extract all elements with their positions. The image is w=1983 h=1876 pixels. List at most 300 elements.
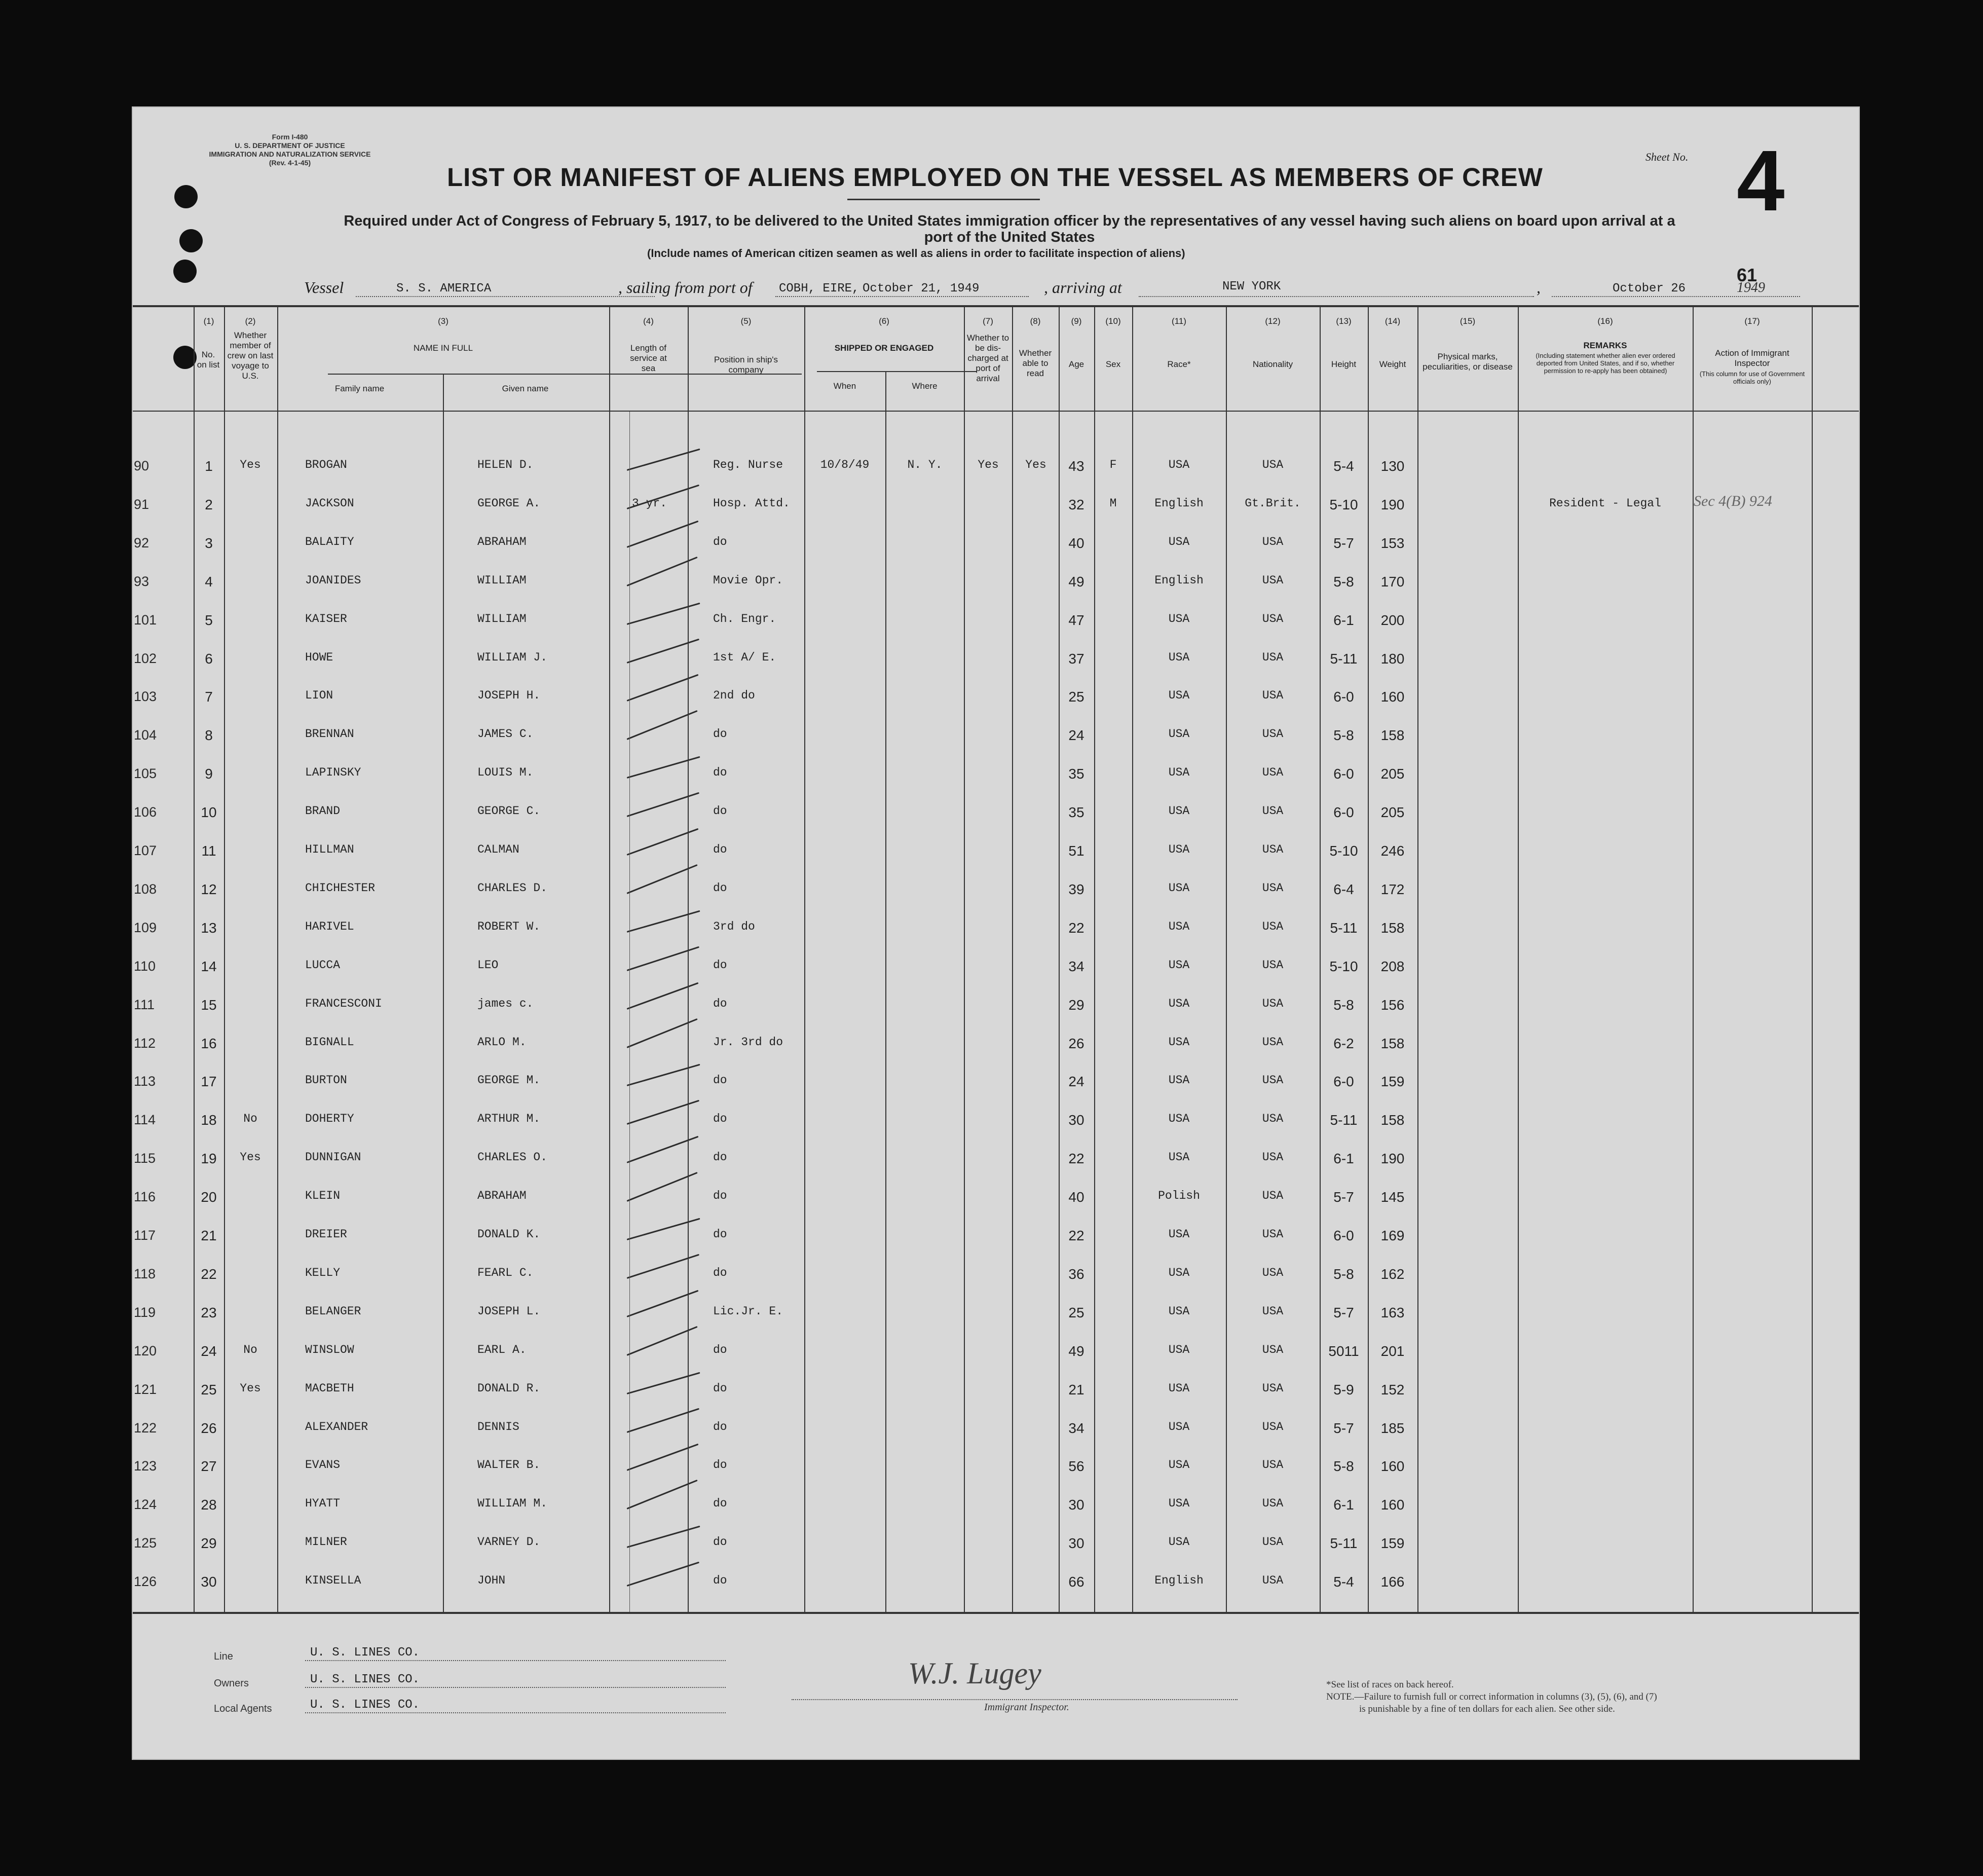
row-last-voyage: Yes xyxy=(240,1151,261,1164)
row-list-number: 24 xyxy=(201,1343,217,1359)
row-list-number: 18 xyxy=(201,1112,217,1128)
col-17-note: (This column for use of Government officials only) xyxy=(1699,370,1805,385)
row-list-number: 15 xyxy=(201,997,217,1013)
row-sequence-number: 105 xyxy=(134,766,157,781)
col-8-header: Whether able to read xyxy=(1019,348,1052,378)
row-weight: 246 xyxy=(1380,843,1405,859)
row-given-name: ABRAHAM xyxy=(477,535,527,548)
row-inspector-action: Sec 4(B) 924 xyxy=(1694,493,1772,509)
row-list-number: 7 xyxy=(205,689,213,705)
row-weight: 200 xyxy=(1380,612,1405,628)
row-family-name: MACBETH xyxy=(305,1382,354,1395)
row-nationality: USA xyxy=(1262,997,1284,1010)
footnote-penalty: is punishable by a fine of ten dollars for each alien. See other side. xyxy=(1359,1704,1615,1714)
col-15-number: (15) xyxy=(1460,316,1476,326)
row-position: do xyxy=(713,1074,727,1087)
column-rule xyxy=(1368,306,1369,1612)
title-underline xyxy=(847,199,1040,200)
col-2-header: Whether member of crew on last voyage to U.S. xyxy=(227,330,274,381)
row-sequence-number: 109 xyxy=(134,920,157,935)
col-3b-header: Given name xyxy=(502,384,549,393)
row-age: 22 xyxy=(1068,1228,1084,1243)
row-height: 5-8 xyxy=(1333,1458,1354,1474)
row-age: 35 xyxy=(1068,804,1084,820)
service-check-stroke xyxy=(626,557,697,586)
row-list-number: 5 xyxy=(205,612,213,628)
service-check-stroke xyxy=(627,1218,700,1240)
column-rule xyxy=(1132,306,1133,1612)
row-race: English xyxy=(1154,574,1204,587)
row-shipped-where: N. Y. xyxy=(907,458,943,471)
row-sequence-number: 92 xyxy=(134,535,149,550)
row-nationality: USA xyxy=(1262,1458,1284,1472)
row-position: Hosp. Attd. xyxy=(713,497,790,510)
row-weight: 190 xyxy=(1380,497,1405,512)
row-family-name: LION xyxy=(305,689,333,702)
row-race: USA xyxy=(1168,651,1190,664)
row-sequence-number: 117 xyxy=(134,1228,156,1243)
row-height: 6-2 xyxy=(1333,1036,1354,1051)
row-race: USA xyxy=(1168,1497,1190,1510)
row-height: 6-4 xyxy=(1333,881,1354,897)
row-weight: 162 xyxy=(1380,1266,1405,1282)
row-age: 49 xyxy=(1068,574,1084,590)
row-nationality: USA xyxy=(1262,1305,1284,1318)
row-weight: 163 xyxy=(1380,1305,1405,1320)
row-sequence-number: 103 xyxy=(134,689,157,704)
arriving-label: , arriving at xyxy=(1044,278,1122,297)
department: U. S. DEPARTMENT OF JUSTICE xyxy=(235,141,345,150)
row-family-name: FRANCESCONI xyxy=(305,997,382,1010)
col-9-number: (9) xyxy=(1071,316,1082,326)
col-16-note: (Including statement whether alien ever ordered deported from United States, and if so, whether permission to re-apply has been obtained) xyxy=(1536,352,1675,375)
column-rule xyxy=(224,306,225,1612)
row-family-name: BURTON xyxy=(305,1074,347,1087)
row-race: USA xyxy=(1168,727,1190,741)
punch-hole xyxy=(179,229,203,252)
row-age: 24 xyxy=(1068,727,1084,743)
row-last-voyage: No xyxy=(243,1112,257,1125)
row-family-name: LAPINSKY xyxy=(305,766,361,779)
column-rule xyxy=(1693,306,1694,1612)
row-sequence-number: 90 xyxy=(134,458,149,473)
row-nationality: USA xyxy=(1262,1343,1284,1356)
column-rule xyxy=(609,306,610,1612)
row-age: 25 xyxy=(1068,689,1084,705)
column-rule xyxy=(1812,306,1813,1612)
col-6-header: SHIPPED OR ENGAGED xyxy=(834,343,934,353)
row-position: do xyxy=(713,766,727,779)
service-check-stroke xyxy=(626,710,697,740)
row-age: 36 xyxy=(1068,1266,1084,1282)
row-given-name: CHARLES O. xyxy=(477,1151,548,1164)
row-family-name: HARIVEL xyxy=(305,920,354,933)
col-7-number: (7) xyxy=(983,316,993,326)
column-rule xyxy=(629,412,630,1612)
row-race: USA xyxy=(1168,1112,1190,1125)
row-family-name: MILNER xyxy=(305,1535,347,1549)
row-weight: 208 xyxy=(1380,959,1405,974)
footnote-note: NOTE.—Failure to furnish full or correct information in columns (3), (5), (6), and (7) xyxy=(1326,1691,1657,1702)
service-check-stroke xyxy=(626,864,697,894)
row-age: 35 xyxy=(1068,766,1084,782)
row-sequence-number: 101 xyxy=(134,612,157,628)
col-10-number: (10) xyxy=(1105,316,1121,326)
row-position: do xyxy=(713,997,727,1010)
row-given-name: ARLO M. xyxy=(477,1036,527,1049)
row-given-name: ABRAHAM xyxy=(477,1189,527,1202)
row-race: USA xyxy=(1168,458,1190,471)
row-nationality: Gt.Brit. xyxy=(1245,497,1301,510)
row-race: English xyxy=(1154,497,1204,510)
col-11-header: Race* xyxy=(1167,359,1191,369)
col-13-number: (13) xyxy=(1336,316,1352,326)
row-weight: 160 xyxy=(1380,689,1405,705)
row-race: USA xyxy=(1168,1305,1190,1318)
row-age: 39 xyxy=(1068,881,1084,897)
row-weight: 172 xyxy=(1380,881,1405,897)
row-position: Reg. Nurse xyxy=(713,458,783,471)
row-race: USA xyxy=(1168,766,1190,779)
row-weight: 190 xyxy=(1380,1151,1405,1166)
row-height: 6-1 xyxy=(1333,1151,1354,1166)
row-nationality: USA xyxy=(1262,574,1284,587)
row-list-number: 22 xyxy=(201,1266,217,1282)
row-height: 6-1 xyxy=(1333,612,1354,628)
row-given-name: LOUIS M. xyxy=(477,766,534,779)
row-position: do xyxy=(713,1343,727,1356)
row-age: 49 xyxy=(1068,1343,1084,1359)
row-position: do xyxy=(713,804,727,818)
row-sequence-number: 112 xyxy=(134,1036,156,1051)
row-position: Lic.Jr. E. xyxy=(713,1305,783,1318)
row-sex: M xyxy=(1109,497,1117,510)
col-3-number: (3) xyxy=(438,316,448,326)
service-check-stroke xyxy=(627,1372,700,1394)
row-weight: 152 xyxy=(1380,1382,1405,1397)
row-age: 43 xyxy=(1068,458,1084,474)
row-family-name: KELLY xyxy=(305,1266,341,1279)
row-sequence-number: 113 xyxy=(134,1074,156,1089)
departure-date: October 21, 1949 xyxy=(863,282,980,296)
row-list-number: 23 xyxy=(201,1305,217,1320)
row-nationality: USA xyxy=(1262,1535,1284,1549)
row-family-name: ALEXANDER xyxy=(305,1420,368,1433)
col-15-header: Physical marks, peculiarities, or disease xyxy=(1423,352,1513,372)
row-nationality: USA xyxy=(1262,1036,1284,1049)
row-nationality: USA xyxy=(1262,1074,1284,1087)
row-able-to-read: Yes xyxy=(1025,458,1046,471)
row-age: 40 xyxy=(1068,1189,1084,1205)
row-family-name: BROGAN xyxy=(305,458,347,471)
col-1-header: No. on list xyxy=(197,350,220,370)
service-check-stroke xyxy=(627,1064,700,1086)
row-given-name: CHARLES D. xyxy=(477,881,548,895)
row-given-name: ARTHUR M. xyxy=(477,1112,541,1125)
form-revision: (Rev. 4-1-45) xyxy=(269,159,311,167)
row-position: do xyxy=(713,1189,727,1202)
column-rule xyxy=(1417,306,1418,1612)
row-age: 40 xyxy=(1068,535,1084,551)
row-nationality: USA xyxy=(1262,458,1284,471)
row-list-number: 12 xyxy=(201,881,217,897)
column-rule xyxy=(1012,306,1013,1612)
row-height: 5-8 xyxy=(1333,1266,1354,1282)
col-4-number: (4) xyxy=(643,316,654,326)
row-nationality: USA xyxy=(1262,1574,1284,1587)
row-family-name: DOHERTY xyxy=(305,1112,354,1125)
row-height: 5-4 xyxy=(1333,1574,1354,1590)
row-race: USA xyxy=(1168,1151,1190,1164)
row-weight: 185 xyxy=(1380,1420,1405,1436)
row-sequence-number: 108 xyxy=(134,881,157,897)
form-number: Form I-480 xyxy=(272,133,308,141)
row-sequence-number: 124 xyxy=(134,1497,157,1512)
row-list-number: 25 xyxy=(201,1382,217,1397)
row-race: English xyxy=(1154,1574,1204,1587)
row-family-name: HYATT xyxy=(305,1497,341,1510)
row-age: 25 xyxy=(1068,1305,1084,1320)
row-height: 5-8 xyxy=(1333,997,1354,1013)
column-rule xyxy=(688,306,689,1612)
column-rule xyxy=(1094,306,1095,1612)
column-rule xyxy=(1320,306,1321,1612)
row-list-number: 10 xyxy=(201,804,217,820)
sailing-label: , sailing from port of xyxy=(618,278,753,297)
row-sequence-number: 110 xyxy=(134,959,156,974)
row-nationality: USA xyxy=(1262,1497,1284,1510)
row-race: USA xyxy=(1168,1266,1190,1279)
col-16-header: REMARKS xyxy=(1583,341,1627,350)
row-race: Polish xyxy=(1158,1189,1200,1202)
row-list-number: 19 xyxy=(201,1151,217,1166)
row-race: USA xyxy=(1168,689,1190,702)
row-height: 5-11 xyxy=(1330,920,1358,936)
service-check-stroke xyxy=(627,756,700,779)
row-weight: 145 xyxy=(1380,1189,1405,1205)
col-9-header: Age xyxy=(1068,359,1084,369)
row-sequence-number: 120 xyxy=(134,1343,157,1358)
row-height: 5-7 xyxy=(1333,1420,1354,1436)
row-family-name: DUNNIGAN xyxy=(305,1151,361,1164)
row-family-name: BIGNALL xyxy=(305,1036,354,1049)
col-6a-header: When xyxy=(833,381,856,391)
row-position: do xyxy=(713,535,727,548)
service-check-stroke xyxy=(627,910,700,933)
column-rule xyxy=(1226,306,1227,1612)
col-3a-header: Family name xyxy=(334,384,385,393)
row-position: Ch. Engr. xyxy=(713,612,776,626)
row-list-number: 4 xyxy=(205,574,213,590)
row-height: 6-0 xyxy=(1333,689,1354,705)
row-nationality: USA xyxy=(1262,766,1284,779)
row-height: 5-11 xyxy=(1330,1112,1358,1128)
row-list-number: 6 xyxy=(205,651,213,667)
row-sequence-number: 123 xyxy=(134,1458,157,1474)
local-agents-label: Local Agents xyxy=(214,1703,272,1714)
row-race: USA xyxy=(1168,997,1190,1010)
row-nationality: USA xyxy=(1262,804,1284,818)
row-given-name: JOSEPH H. xyxy=(477,689,541,702)
row-weight: 156 xyxy=(1380,997,1405,1013)
row-given-name: WILLIAM M. xyxy=(477,1497,548,1510)
row-position: 1st A/ E. xyxy=(713,651,776,664)
row-nationality: USA xyxy=(1262,1420,1284,1433)
row-family-name: BALAITY xyxy=(305,535,354,548)
row-weight: 159 xyxy=(1380,1535,1405,1551)
row-list-number: 1 xyxy=(205,458,213,474)
row-given-name: JOSEPH L. xyxy=(477,1305,541,1318)
row-weight: 160 xyxy=(1380,1458,1405,1474)
row-position: do xyxy=(713,1574,727,1587)
row-sequence-number: 106 xyxy=(134,804,157,820)
row-height: 5-8 xyxy=(1333,727,1354,743)
row-position: do xyxy=(713,843,727,856)
row-given-name: EARL A. xyxy=(477,1343,527,1356)
footnote-races: *See list of races on back hereof. xyxy=(1326,1679,1454,1690)
row-weight: 205 xyxy=(1380,804,1405,820)
service-name: IMMIGRATION AND NATURALIZATION SERVICE xyxy=(209,150,371,158)
row-race: USA xyxy=(1168,804,1190,818)
row-sequence-number: 93 xyxy=(134,574,149,589)
row-age: 21 xyxy=(1068,1382,1084,1397)
row-shipped-when: 10/8/49 xyxy=(820,458,870,471)
line-label: Line xyxy=(214,1651,233,1662)
row-sequence-number: 121 xyxy=(134,1382,157,1397)
row-sequence-number: 126 xyxy=(134,1574,157,1589)
punch-hole xyxy=(174,185,198,208)
row-nationality: USA xyxy=(1262,920,1284,933)
row-last-voyage: Yes xyxy=(240,1382,261,1395)
row-age: 56 xyxy=(1068,1458,1084,1474)
row-list-number: 16 xyxy=(201,1036,217,1051)
row-given-name: WILLIAM xyxy=(477,612,527,626)
form-identification xyxy=(204,133,376,167)
row-age: 30 xyxy=(1068,1535,1084,1551)
col-7-header: Whether to be dis- charged at port of arrival xyxy=(966,333,1009,383)
column-rule xyxy=(804,306,805,1612)
row-age: 66 xyxy=(1068,1574,1084,1590)
row-sequence-number: 114 xyxy=(134,1112,156,1127)
row-nationality: USA xyxy=(1262,1151,1284,1164)
row-given-name: LEO xyxy=(477,959,499,972)
subtitle xyxy=(234,213,1785,245)
row-given-name: ROBERT W. xyxy=(477,920,541,933)
column-rule xyxy=(194,306,195,1612)
service-check-stroke xyxy=(626,1172,697,1202)
column-rule xyxy=(1518,306,1519,1612)
row-weight: 158 xyxy=(1380,1112,1405,1128)
row-age: 51 xyxy=(1068,843,1084,859)
row-nationality: USA xyxy=(1262,1382,1284,1395)
column-rule xyxy=(964,306,965,1612)
row-remarks: Resident - Legal xyxy=(1549,497,1661,510)
row-family-name: LUCCA xyxy=(305,959,341,972)
row-weight: 158 xyxy=(1380,1036,1405,1051)
row-nationality: USA xyxy=(1262,843,1284,856)
vessel-label: Vessel xyxy=(304,278,344,297)
subtitle-line-1: Required under Act of Congress of February 5, 1917, to be delivered to the United States immigration officer by the representatives of any vessel having such aliens on board upon arrival at a xyxy=(344,213,1675,229)
row-given-name: james c. xyxy=(477,997,534,1010)
row-list-number: 14 xyxy=(201,959,217,974)
col-14-header: Weight xyxy=(1379,359,1406,369)
row-nationality: USA xyxy=(1262,1228,1284,1241)
row-sex: F xyxy=(1109,458,1117,471)
col-3-header: NAME IN FULL xyxy=(413,343,473,353)
row-position: 2nd do xyxy=(713,689,755,702)
row-family-name: BRENNAN xyxy=(305,727,354,741)
row-age: 29 xyxy=(1068,997,1084,1013)
row-nationality: USA xyxy=(1262,959,1284,972)
service-check-stroke xyxy=(627,1526,700,1548)
col-14-number: (14) xyxy=(1385,316,1401,326)
col-12-number: (12) xyxy=(1265,316,1281,326)
service-check-stroke xyxy=(626,1018,697,1048)
row-weight: 160 xyxy=(1380,1497,1405,1513)
row-weight: 158 xyxy=(1380,920,1405,936)
subtitle-note: (Include names of American citizen seamen as well as aliens in order to facilitate inspection of aliens) xyxy=(647,247,1185,260)
row-weight: 166 xyxy=(1380,1574,1405,1590)
row-position: do xyxy=(713,1497,727,1510)
row-given-name: CALMAN xyxy=(477,843,519,856)
col-16-number: (16) xyxy=(1597,316,1613,326)
punch-hole xyxy=(173,260,197,283)
col-13-header: Height xyxy=(1331,359,1357,369)
row-height: 5-11 xyxy=(1330,1535,1358,1551)
row-list-number: 30 xyxy=(201,1574,217,1590)
col-12-header: Nationality xyxy=(1252,359,1293,369)
row-weight: 159 xyxy=(1380,1074,1405,1089)
row-age: 34 xyxy=(1068,959,1084,974)
row-nationality: USA xyxy=(1262,689,1284,702)
row-race: USA xyxy=(1168,1420,1190,1433)
service-check-stroke xyxy=(627,449,700,471)
row-position: do xyxy=(713,1112,727,1125)
row-race: USA xyxy=(1168,612,1190,626)
row-family-name: DREIER xyxy=(305,1228,347,1241)
row-race: USA xyxy=(1168,1036,1190,1049)
row-height: 6-0 xyxy=(1333,1074,1354,1089)
row-sequence-number: 107 xyxy=(134,843,157,858)
row-discharged: Yes xyxy=(978,458,999,471)
row-sequence-number: 122 xyxy=(134,1420,157,1436)
row-race: USA xyxy=(1168,1458,1190,1472)
service-check-stroke xyxy=(627,603,700,625)
inspector-signature: W.J. Lugey xyxy=(908,1657,1041,1690)
arrival-port: NEW YORK xyxy=(1222,280,1281,293)
row-position: do xyxy=(713,1382,727,1395)
row-weight: 170 xyxy=(1380,574,1405,590)
row-family-name: EVANS xyxy=(305,1458,341,1472)
col-10-header: Sex xyxy=(1105,359,1121,369)
column-rule xyxy=(1059,306,1060,1612)
row-age: 34 xyxy=(1068,1420,1084,1436)
row-list-number: 11 xyxy=(201,843,216,859)
row-given-name: WILLIAM J. xyxy=(477,651,548,664)
row-nationality: USA xyxy=(1262,612,1284,626)
row-age: 30 xyxy=(1068,1112,1084,1128)
row-height: 6-0 xyxy=(1333,804,1354,820)
row-family-name: HILLMAN xyxy=(305,843,354,856)
row-weight: 169 xyxy=(1380,1228,1405,1243)
row-race: USA xyxy=(1168,843,1190,856)
service-check-stroke xyxy=(626,1326,697,1356)
row-given-name: DENNIS xyxy=(477,1420,519,1433)
row-list-number: 2 xyxy=(205,497,213,512)
row-age: 24 xyxy=(1068,1074,1084,1089)
row-sequence-number: 102 xyxy=(134,651,157,666)
row-race: USA xyxy=(1168,1228,1190,1241)
